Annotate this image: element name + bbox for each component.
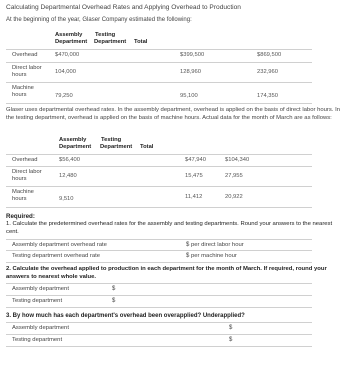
row-label-machine-1: Machine [12,85,34,91]
question-2 [6,266,342,281]
cell2-total-dlh: 27,955 [225,173,243,179]
question-2-text: 2. Calculate the overhead applied to production in each department for the month of March. If required, round your answers to nearest whole value. [6,266,327,280]
page-title: Calculating Departmental Overhead Rates and Applying Overhead to Production [6,4,241,11]
q1-assembly-dollar: $ [186,242,190,248]
cell-total-dlh: 232,960 [257,69,278,75]
row2-label-machine-2: hours [12,196,27,202]
q2-testing-label: Testing department [12,298,63,304]
col2-header-assembly-2: Department [59,144,92,150]
row-label-direct-labor-1: Direct labor [12,65,42,71]
cell-testing-overhead: $399,500 [180,52,205,58]
cell-assembly-dlh: 104,000 [55,69,76,75]
cell2-testing-dlh: 15,475 [185,173,203,179]
row2-label-direct-labor-1: Direct labor [12,169,42,175]
q1-assembly-rate-label: Assembly department overhead rate [12,242,107,248]
row2-label-overhead: Overhead [12,157,38,163]
col-header-assembly-2: Department [55,39,88,45]
info-paragraph: Glaser uses departmental overhead rates. In the assembly department, overhead is applied on the basis of direct labor hours. In the testing department, overhead is applied on the basis of machine hours. Actual data for the month of March are as follows: [6,107,340,121]
required-heading: Required: [6,213,35,220]
cell2-testing-overhead: $47,940 [185,157,206,163]
q3-testing-label: Testing department [12,337,63,343]
cell-total-mh: 174,350 [257,93,278,99]
col2-header-assembly-1: Assembly [59,137,87,143]
question-3: 3. By how much has each department's overhead been overapplied? Underapplied? [6,313,245,319]
col-header-testing-2: Department [94,39,127,45]
q1-testing-rate-label: Testing department overhead rate [12,253,101,259]
intro-text: At the beginning of the year, Glaser Company estimated the following: [6,17,192,23]
col-header-total: Total [134,39,148,45]
col2-header-testing-2: Department [100,144,133,150]
cell-testing-dlh: 128,960 [180,69,201,75]
cell2-assembly-overhead: $56,400 [59,157,80,163]
col-header-testing-1: Testing [95,32,116,38]
q2-assembly-label: Assembly department [12,286,69,292]
cell2-total-mh: 20,922 [225,194,243,200]
cell2-total-overhead: $104,340 [225,157,250,163]
row-label-machine-2: hours [12,92,27,98]
q2-testing-dollar[interactable]: $ [112,298,116,304]
col2-header-testing-1: Testing [101,137,122,143]
row-label-overhead: Overhead [12,52,38,58]
cell2-assembly-dlh: 12,480 [59,173,77,179]
q3-assembly-dollar[interactable]: $ [229,325,233,331]
q1-testing-unit[interactable]: per machine hour [191,253,237,259]
col2-header-total: Total [140,144,154,150]
col-header-assembly-1: Assembly [55,32,83,38]
q1-assembly-unit[interactable]: per direct labor hour [191,242,244,248]
q1-testing-dollar: $ [186,253,190,259]
q3-testing-dollar[interactable]: $ [229,337,233,343]
cell-testing-mh: 95,100 [180,93,198,99]
cell-assembly-mh: 79,250 [55,93,73,99]
question-1 [6,221,342,236]
question-1-text: 1. Calculate the predetermined overhead rates for the assembly and testing departments. Round your answers to the nearest cent. [6,221,333,235]
cell2-assembly-mh: 9,510 [59,196,74,202]
cell-total-overhead: $869,500 [257,52,282,58]
q2-assembly-dollar[interactable]: $ [112,286,116,292]
q3-assembly-label: Assembly department [12,325,69,331]
row2-label-machine-1: Machine [12,189,34,195]
cell2-testing-mh: 11,412 [185,194,203,200]
row-label-direct-labor-2: hours [12,72,27,78]
row2-label-direct-labor-2: hours [12,176,27,182]
cell-assembly-overhead: $470,000 [55,52,80,58]
